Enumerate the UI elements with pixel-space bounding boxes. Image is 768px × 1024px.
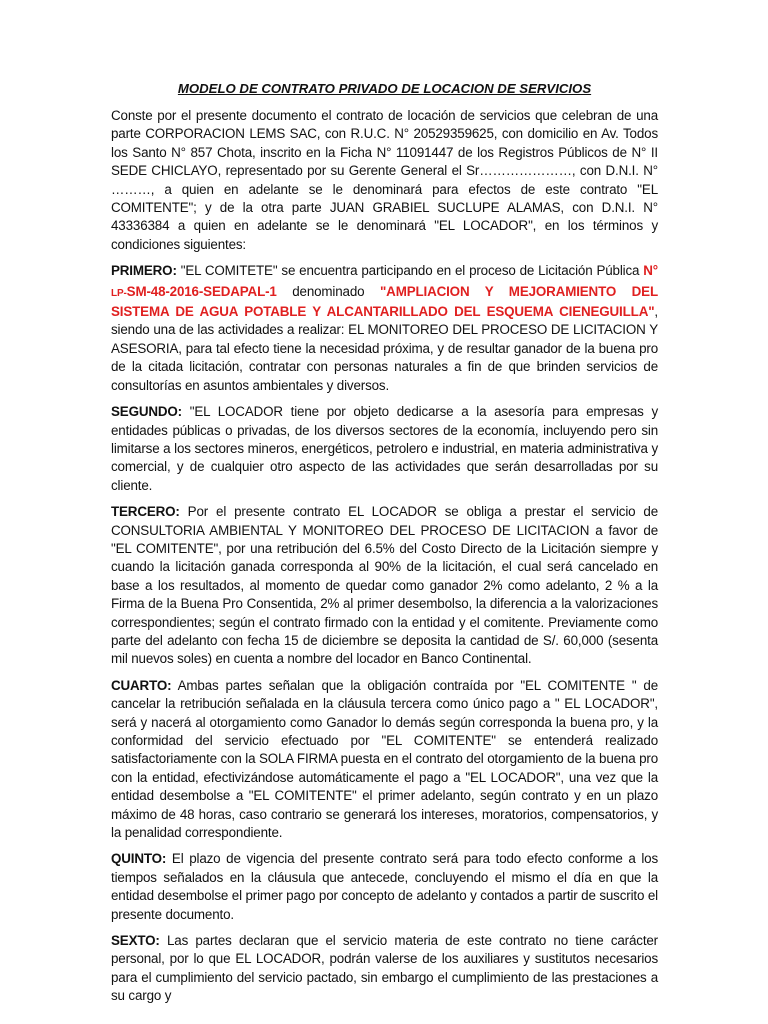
clause-primero <box>111 262 658 395</box>
clause-primero-text-c: , siendo una de las actividades a realizar: EL MONITOREO DEL PROCESO DE LICITACION Y ASESORIA, para tal efecto tiene la necesidad próxima, y de resultar ganador de la buena pro de la citada licitación, contratar con personas naturales a fin de que brinden servicios de consultorías en asuntos ambientales y diversos. <box>111 304 658 393</box>
intro-paragraph <box>111 107 658 254</box>
clause-cuarto-text: Ambas partes señalan que la obligación contraída por "EL COMITENTE " de cancelar la retribución señalada en la cláusula tercera como único pago a " EL LOCADOR", será y nacerá al otorgamiento como Ganador lo demás según corresponda la buena pro, y la conformidad del servicio efectuado por "EL COMITENTE" se entenderá realizado satisfactoriamente con la SOLA FIRMA puesta en el contrato del otorgamiento de la buena pro con la entidad, efectivizándose automáticamente el pago a "EL LOCADOR", una vez que la entidad desembolse a "EL COMITENTE" el primer adelanto, según contrato y en un plazo máximo de 48 horas, caso contrario se generará los intereses, moratorios, compensatorios, y la penalidad correspondiente. <box>111 677 658 841</box>
intro-text: Conste por el presente documento el contrato de locación de servicios que celebran de una parte CORPORACION LEMS SAC, con R.U.C. N° 20529359625, con domicilio en Av. Todos los Santo N° 857 Chota, inscrito en la Ficha N° 11091447 de los Registros Públicos de N° II SEDE CHICLAYO, representado por su Gerente General el Sr…………………, con D.N.I. N° ………, a quien en adelante se le denominará para efectos de este contrato "EL COMITENTE"; y de la otra parte JUAN GRABIEL SUCLUPE ALAMAS, con D.N.I. N° 43336384 a quien en adelante se le denominará "EL LOCADOR", en los términos y condiciones siguientes: <box>111 108 658 252</box>
document-title: MODELO DE CONTRATO PRIVADO DE LOCACION DE SERVICIOS <box>177 81 592 96</box>
clause-primero-code-prefix: LP- <box>111 287 127 299</box>
clause-segundo-text: "EL LOCADOR tiene por objeto dedicarse a la asesoría para empresas y entidades públicas o privadas, de los diversos sectores de la economía, incluyendo pero sin limitarse a los sectores mineros, energéticos, petrolero e industrial, en materia administrativa y comercial, y de cualquier otro aspecto de las actividades que serán desarrolladas por su cliente. <box>111 404 658 493</box>
clause-sexto-text: Las partes declaran que el servicio materia de este contrato no tiene carácter personal, por lo que EL LOCADOR, podrán valerse de los auxiliares y sustitutos necesarios para el cumplimiento del servicio pactado, sin embargo el cumplimiento de las prestaciones a su cargo y <box>111 933 658 1004</box>
clause-primero-text-a: "EL COMITETE" se encuentra participando en el proceso de Licitación Pública <box>176 263 644 279</box>
clause-tercero-label: TERCERO: <box>111 504 180 520</box>
clause-cuarto-label: CUARTO: <box>111 677 172 693</box>
clause-segundo <box>111 403 658 495</box>
clause-cuarto <box>111 677 658 843</box>
clause-primero-number-sign: N° <box>643 263 658 279</box>
clause-sexto-label: SEXTO: <box>111 933 160 949</box>
clause-primero-label: PRIMERO: <box>111 263 177 279</box>
clause-quinto-label: QUINTO: <box>111 851 167 867</box>
clause-quinto-text: El plazo de vigencia del presente contrato será para todo efecto conforme a los tiempos señalados en la cláusula que antecede, concluyendo el mismo el día en que la entidad desembolse el primer pago por concepto de adelanto y contados a partir de suscrito el presente documento. <box>111 851 658 922</box>
clause-primero-code: SM-48-2016-SEDAPAL-1 <box>126 283 277 299</box>
clause-sexto <box>111 932 658 1006</box>
clause-tercero <box>111 503 658 669</box>
clause-primero-project: "AMPLIACION Y MEJORAMIENTO DEL SISTEMA DE AGUA POTABLE Y ALCANTARILLADO DEL ESQUEMA CIENEGUILLA" <box>111 283 658 320</box>
clause-quinto <box>111 850 658 924</box>
clause-tercero-text: Por el presente contrato EL LOCADOR se obliga a prestar el servicio de CONSULTORIA AMBIENTAL Y MONITOREO DEL PROCESO DE LICITACION a favor de "EL COMITENTE", por una retribución del 6.5% del Costo Directo de la Licitación siempre y cuando la licitación ganada corresponda al 90% de la licitación, el cual será cancelado en base a los resultados, al momento de quedar como ganador 2% como adelanto, 2 % a la Firma de la Buena Pro Consentida, 2% al primer desembolso, la diferencia a la valorizaciones correspondientes; según el contrato firmado con la entidad y el comitente. Previamente como parte del adelanto con fecha 15 de diciembre se deposita la cantidad de S/. 60,000 (sesenta mil nuevos soles) en cuenta a nombre del locador en Banco Continental. <box>111 504 658 667</box>
clause-primero-text-b: denominado <box>276 283 380 299</box>
clause-segundo-label: SEGUNDO: <box>111 404 182 420</box>
